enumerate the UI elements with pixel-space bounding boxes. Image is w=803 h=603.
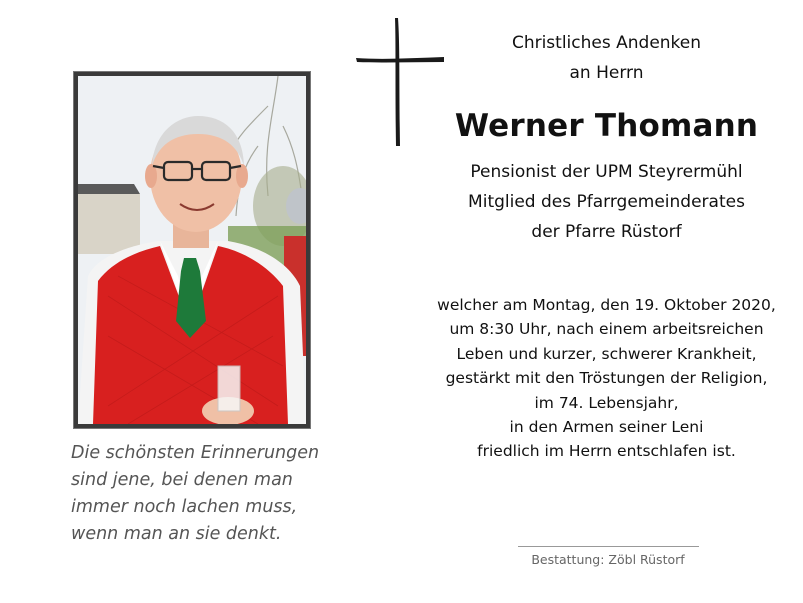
roles-text xyxy=(420,157,793,247)
body-line: in den Armen seiner Leni xyxy=(509,418,704,437)
body-line: um 8:30 Uhr, nach einem arbeitsreichen xyxy=(449,320,764,339)
body-line: welcher am Montag, den 19. Oktober 2020, xyxy=(437,296,776,314)
intro-text xyxy=(420,28,793,88)
quote-line: immer noch lachen muss, xyxy=(71,497,298,517)
role-line: Pensionist der UPM Steyrermühl xyxy=(470,162,743,182)
role-line: der Pfarre Rüstorf xyxy=(531,222,682,242)
intro-line-2: an Herrn xyxy=(569,63,644,83)
portrait-photo xyxy=(74,72,310,428)
quote-line: wenn man an sie denkt. xyxy=(71,524,282,544)
funeral-home-credit: Bestattung: Zöbl Rüstorf xyxy=(531,552,685,567)
footer-divider xyxy=(518,546,699,547)
body-line: friedlich im Herrn entschlafen ist. xyxy=(477,442,736,461)
quote-line: sind jene, bei denen man xyxy=(71,470,293,490)
portrait-illustration xyxy=(78,76,306,424)
obituary-text xyxy=(420,293,793,464)
role-line: Mitglied des Pfarrgemeinderates xyxy=(468,192,745,212)
body-line: Leben und kurzer, schwerer Krankheit, xyxy=(456,344,757,363)
deceased-name: Werner Thomann xyxy=(454,108,759,144)
body-line: gestärkt mit den Tröstungen der Religion, xyxy=(445,369,768,388)
intro-line-1: Christliches Andenken xyxy=(511,33,702,53)
body-line: im 74. Lebensjahr, xyxy=(534,393,679,412)
quote-line: Die schönsten Erinnerungen xyxy=(71,443,320,463)
memorial-quote xyxy=(71,440,361,548)
